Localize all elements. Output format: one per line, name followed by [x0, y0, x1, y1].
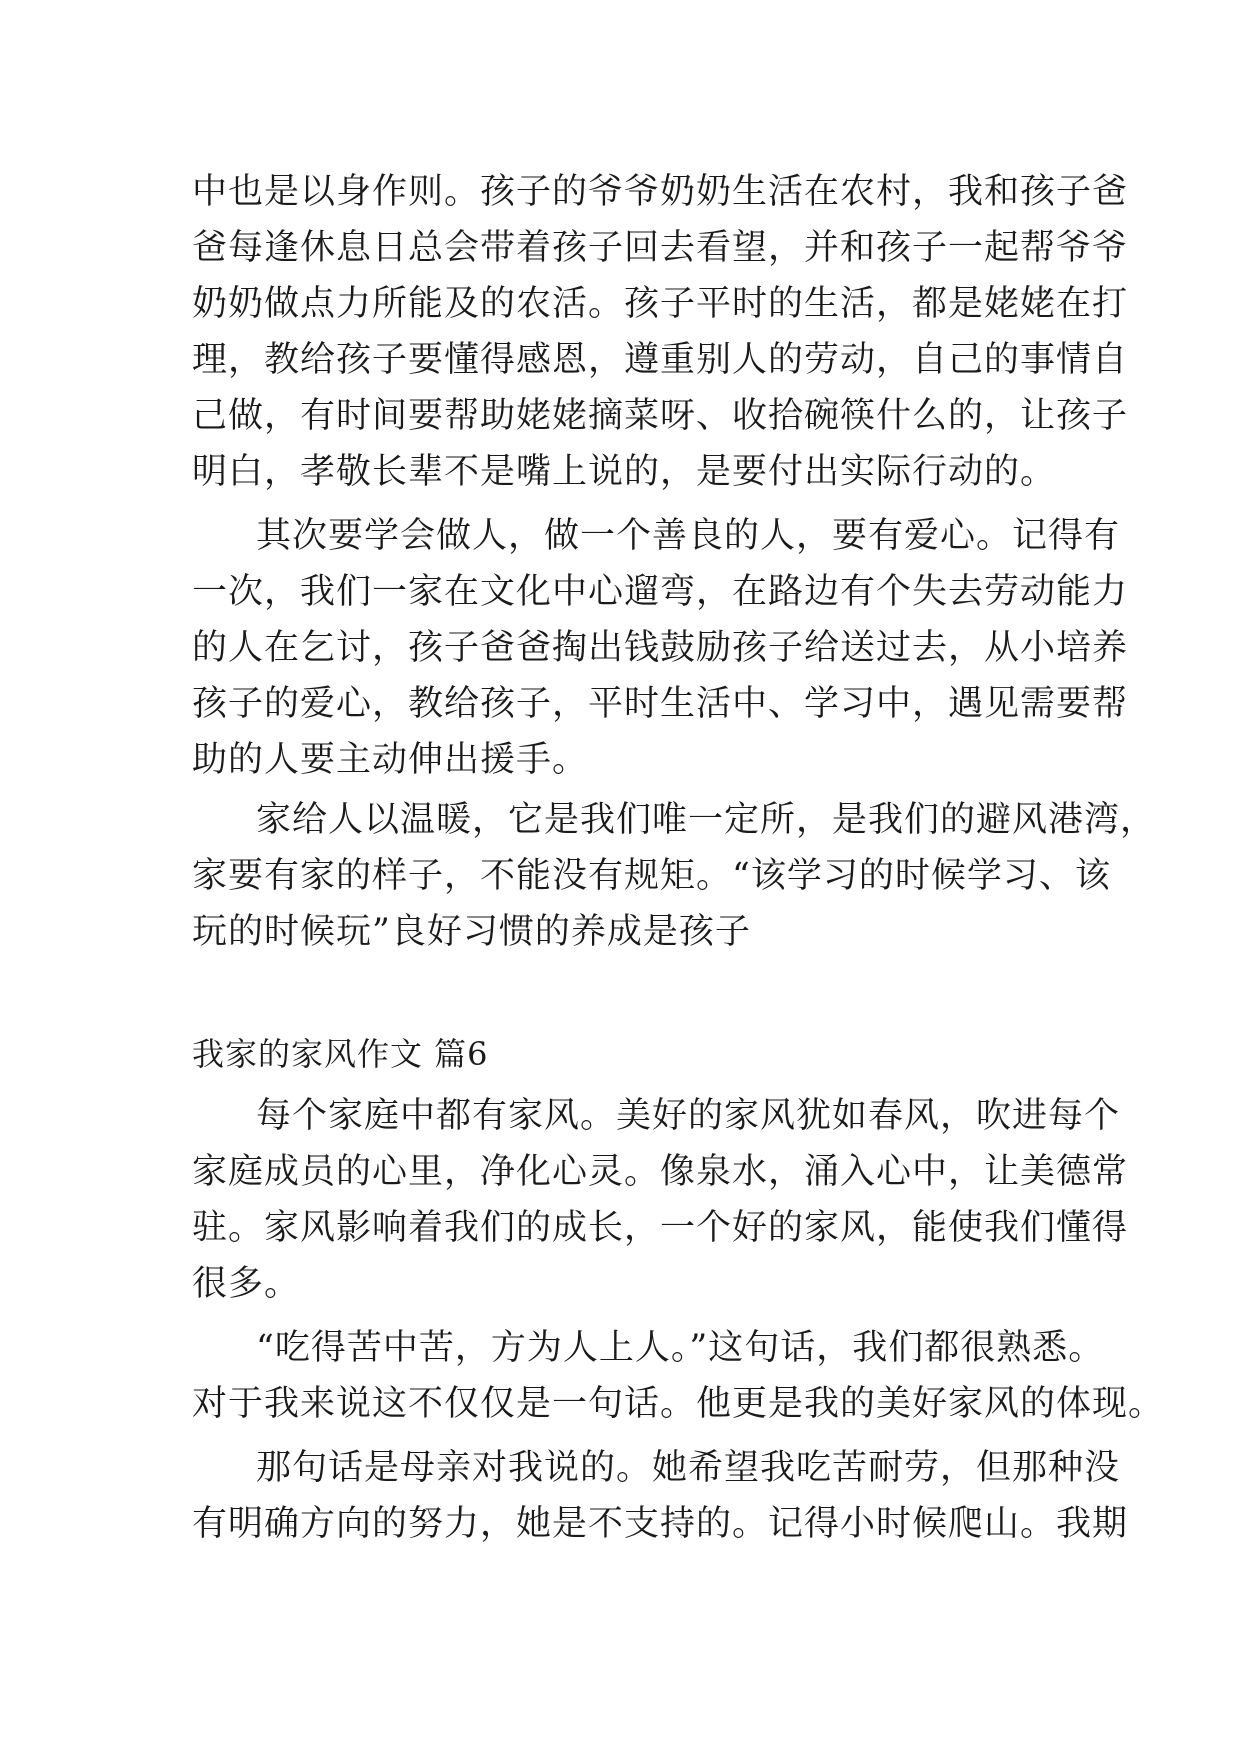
- paragraph-line: 很多。: [192, 1264, 301, 1304]
- paragraph-line: 爸每逢休息日总会带着孩子回去看望，并和孩子一起帮爷爷: [192, 228, 1129, 268]
- paragraph-line: 玩的时候玩”良好习惯的养成是孩子: [192, 912, 751, 952]
- section-heading: 我家的家风作文 篇6: [192, 1035, 489, 1073]
- paragraph-line: 有明确方向的努力，她是不支持的。记得小时候爬山。我期: [192, 1504, 1129, 1544]
- paragraph-line: 一次，我们一家在文化中心遛弯，在路边有个失去劳动能力: [192, 572, 1129, 612]
- paragraph-line: 家庭成员的心里，净化心灵。像泉水，涌入心中，让美德常: [192, 1152, 1129, 1192]
- paragraph-line: 家要有家的样子，不能没有规矩。“该学习的时候学习、该: [192, 856, 1111, 896]
- paragraph-line: 助的人要主动伸出援手。: [192, 740, 589, 780]
- paragraph-line: 孩子的爱心，教给孩子，平时生活中、学习中，遇见需要帮: [192, 684, 1129, 724]
- paragraph-first-line: 那句话是母亲对我说的。她希望我吃苦耐劳，但那种没: [256, 1448, 1121, 1488]
- paragraph-line: 驻。家风影响着我们的成长，一个好的家风，能使我们懂得: [192, 1208, 1129, 1248]
- paragraph-line: 的人在乞讨，孩子爸爸掏出钱鼓励孩子给送过去，从小培养: [192, 628, 1129, 668]
- paragraph-first-line: “吃得苦中苦，方为人上人。”这句话，我们都很熟悉。: [256, 1328, 1105, 1368]
- paragraph-line: 理，教给孩子要懂得感恩，遵重别人的劳动，自己的事情自: [192, 340, 1129, 380]
- paragraph-line: 中也是以身作则。孩子的爷爷奶奶生活在农村，我和孩子爸: [192, 172, 1129, 212]
- paragraph-line: 奶奶做点力所能及的农活。孩子平时的生活，都是姥姥在打: [192, 284, 1129, 324]
- paragraph-line: 对于我来说这不仅仅是一句话。他更是我的美好家风的体现。: [192, 1384, 1165, 1424]
- paragraph-line: 明白，孝敬长辈不是嘴上说的，是要付出实际行动的。: [192, 452, 1057, 492]
- paragraph-line: 己做，有时间要帮助姥姥摘菜呀、收拾碗筷什么的，让孩子: [192, 396, 1129, 436]
- paragraph-first-line: 每个家庭中都有家风。美好的家风犹如春风，吹进每个: [256, 1096, 1121, 1136]
- paragraph-first-line: 家给人以温暖，它是我们唯一定所，是我们的避风港湾，: [256, 800, 1157, 840]
- paragraph-first-line: 其次要学会做人，做一个善良的人，要有爱心。记得有: [256, 516, 1121, 556]
